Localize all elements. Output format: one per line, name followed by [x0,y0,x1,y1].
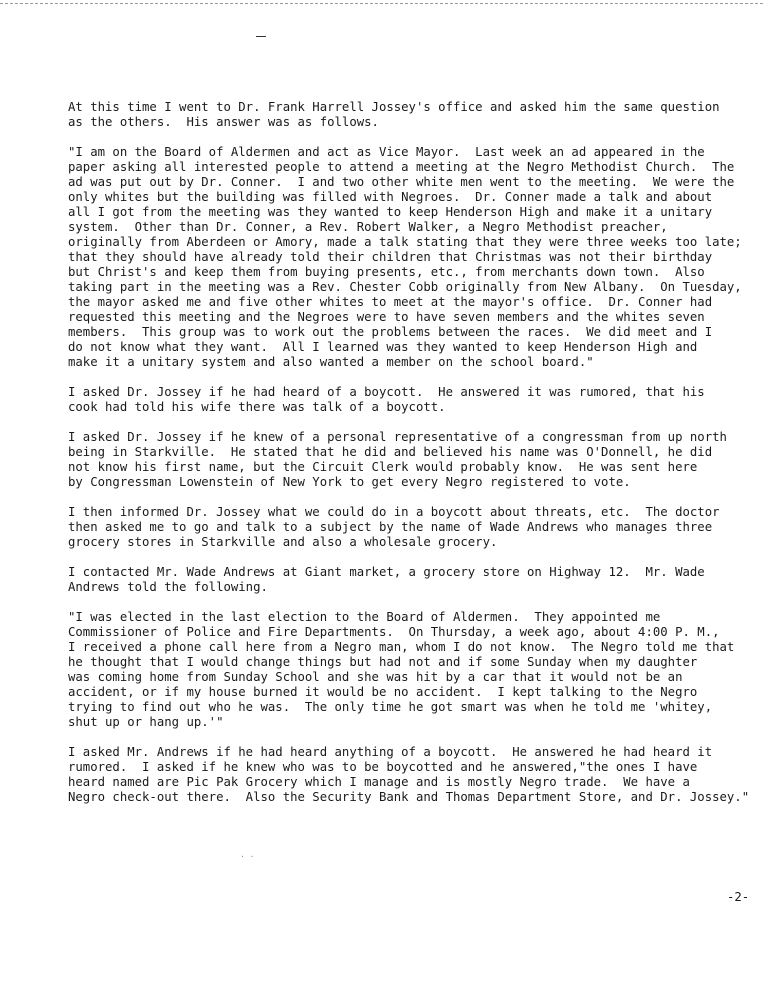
paragraph-contacted-andrews: I contacted Mr. Wade Andrews at Giant market, a grocery store on Highway 12. Mr. Wade Andrews told the following. [68,565,705,594]
paragraph-andrews-statement: "I was elected in the last election to the Board of Aldermen. They appointed me Commissioner of Police and Fire Departments. On Thursday, a week ago, about 4:00 P. M., I received a phone call here from a Negro man, whom I do not know. The Negro told me that he thought that I would change things but had not and if some Sunday when my daughter was coming home from Sunday School and she was hit by a car that it would not be an accident, or if my house burned it would be no accident. I kept talking to the Negro trying to find out who he was. The only time he got smart was when he told me 'whitey, shut up or hang up.'" [68,610,735,729]
paragraph-jossey-statement: "I am on the Board of Aldermen and act as Vice Mayor. Last week an ad appeared in the paper asking all interested people to attend a meeting at the Negro Methodist Church. The ad was put out by Dr. Conner. I and two other white men went to the meeting. We were the only whites but the building was filled with Negroes. Dr. Conner made a talk and about all I got from the meeting was they wanted to keep Henderson High and make it a unitary system. Other than Dr. Conner, a Rev. Robert Walker, a Negro Methodist preacher, originally from Aberdeen or Amory, made a talk stating that they were three weeks too late; that they should have already told their children that Christmas was not their birthday but Christ's and keep them from buying presents, etc., from merchants down town. Also taking part in the meeting was a Rev. Chester Cobb originally from New Albany. On Tuesday, the mayor asked me and five other whites to meet at the mayor's office. Dr. Conner had requested this meeting and the Negroes were to have seven members and the whites seven members. This group was to work out the problems between the races. We did meet and I do not know what they want. All I learned was they wanted to keep Henderson High and make it a unitary system and also wanted a member on the school board." [68,145,742,369]
scan-speck: · · [240,852,255,861]
paragraph-informed-jossey: I then informed Dr. Jossey what we could do in a boycott about threats, etc. The doctor then asked me to go and talk to a subject by the name of Wade Andrews who manages three grocery stores in Starkville and also a wholesale grocery. [68,505,720,549]
paragraph-congressman-rep: I asked Dr. Jossey if he knew of a personal representative of a congressman from up north being in Starkville. He stated that he did and believed his name was O'Donnell, he did not know his first name, but the Circuit Clerk would probably know. He was sent here by Congressman Lowenstein of New York to get every Negro registered to vote. [68,430,727,489]
stray-mark [256,36,266,37]
paragraph-boycott-question: I asked Dr. Jossey if he had heard of a boycott. He answered it was rumored, that his cook had told his wife there was talk of a boycott. [68,385,705,414]
top-dashed-rule [0,3,763,4]
page-number: -2- [727,890,750,904]
paragraph-intro: At this time I went to Dr. Frank Harrell Jossey's office and asked him the same question as the others. His answer was as follows. [68,100,720,129]
paragraph-andrews-boycott: I asked Mr. Andrews if he had heard anything of a boycott. He answered he had heard it rumored. I asked if he knew who was to be boycotted and he answered,"the ones I have heard named are Pic Pak Grocery which I manage and is mostly Negro trade. We have a Negro check-out there. Also the Security Bank and Thomas Department Store, and Dr. Jossey." [68,745,750,804]
page-body [68,100,758,805]
